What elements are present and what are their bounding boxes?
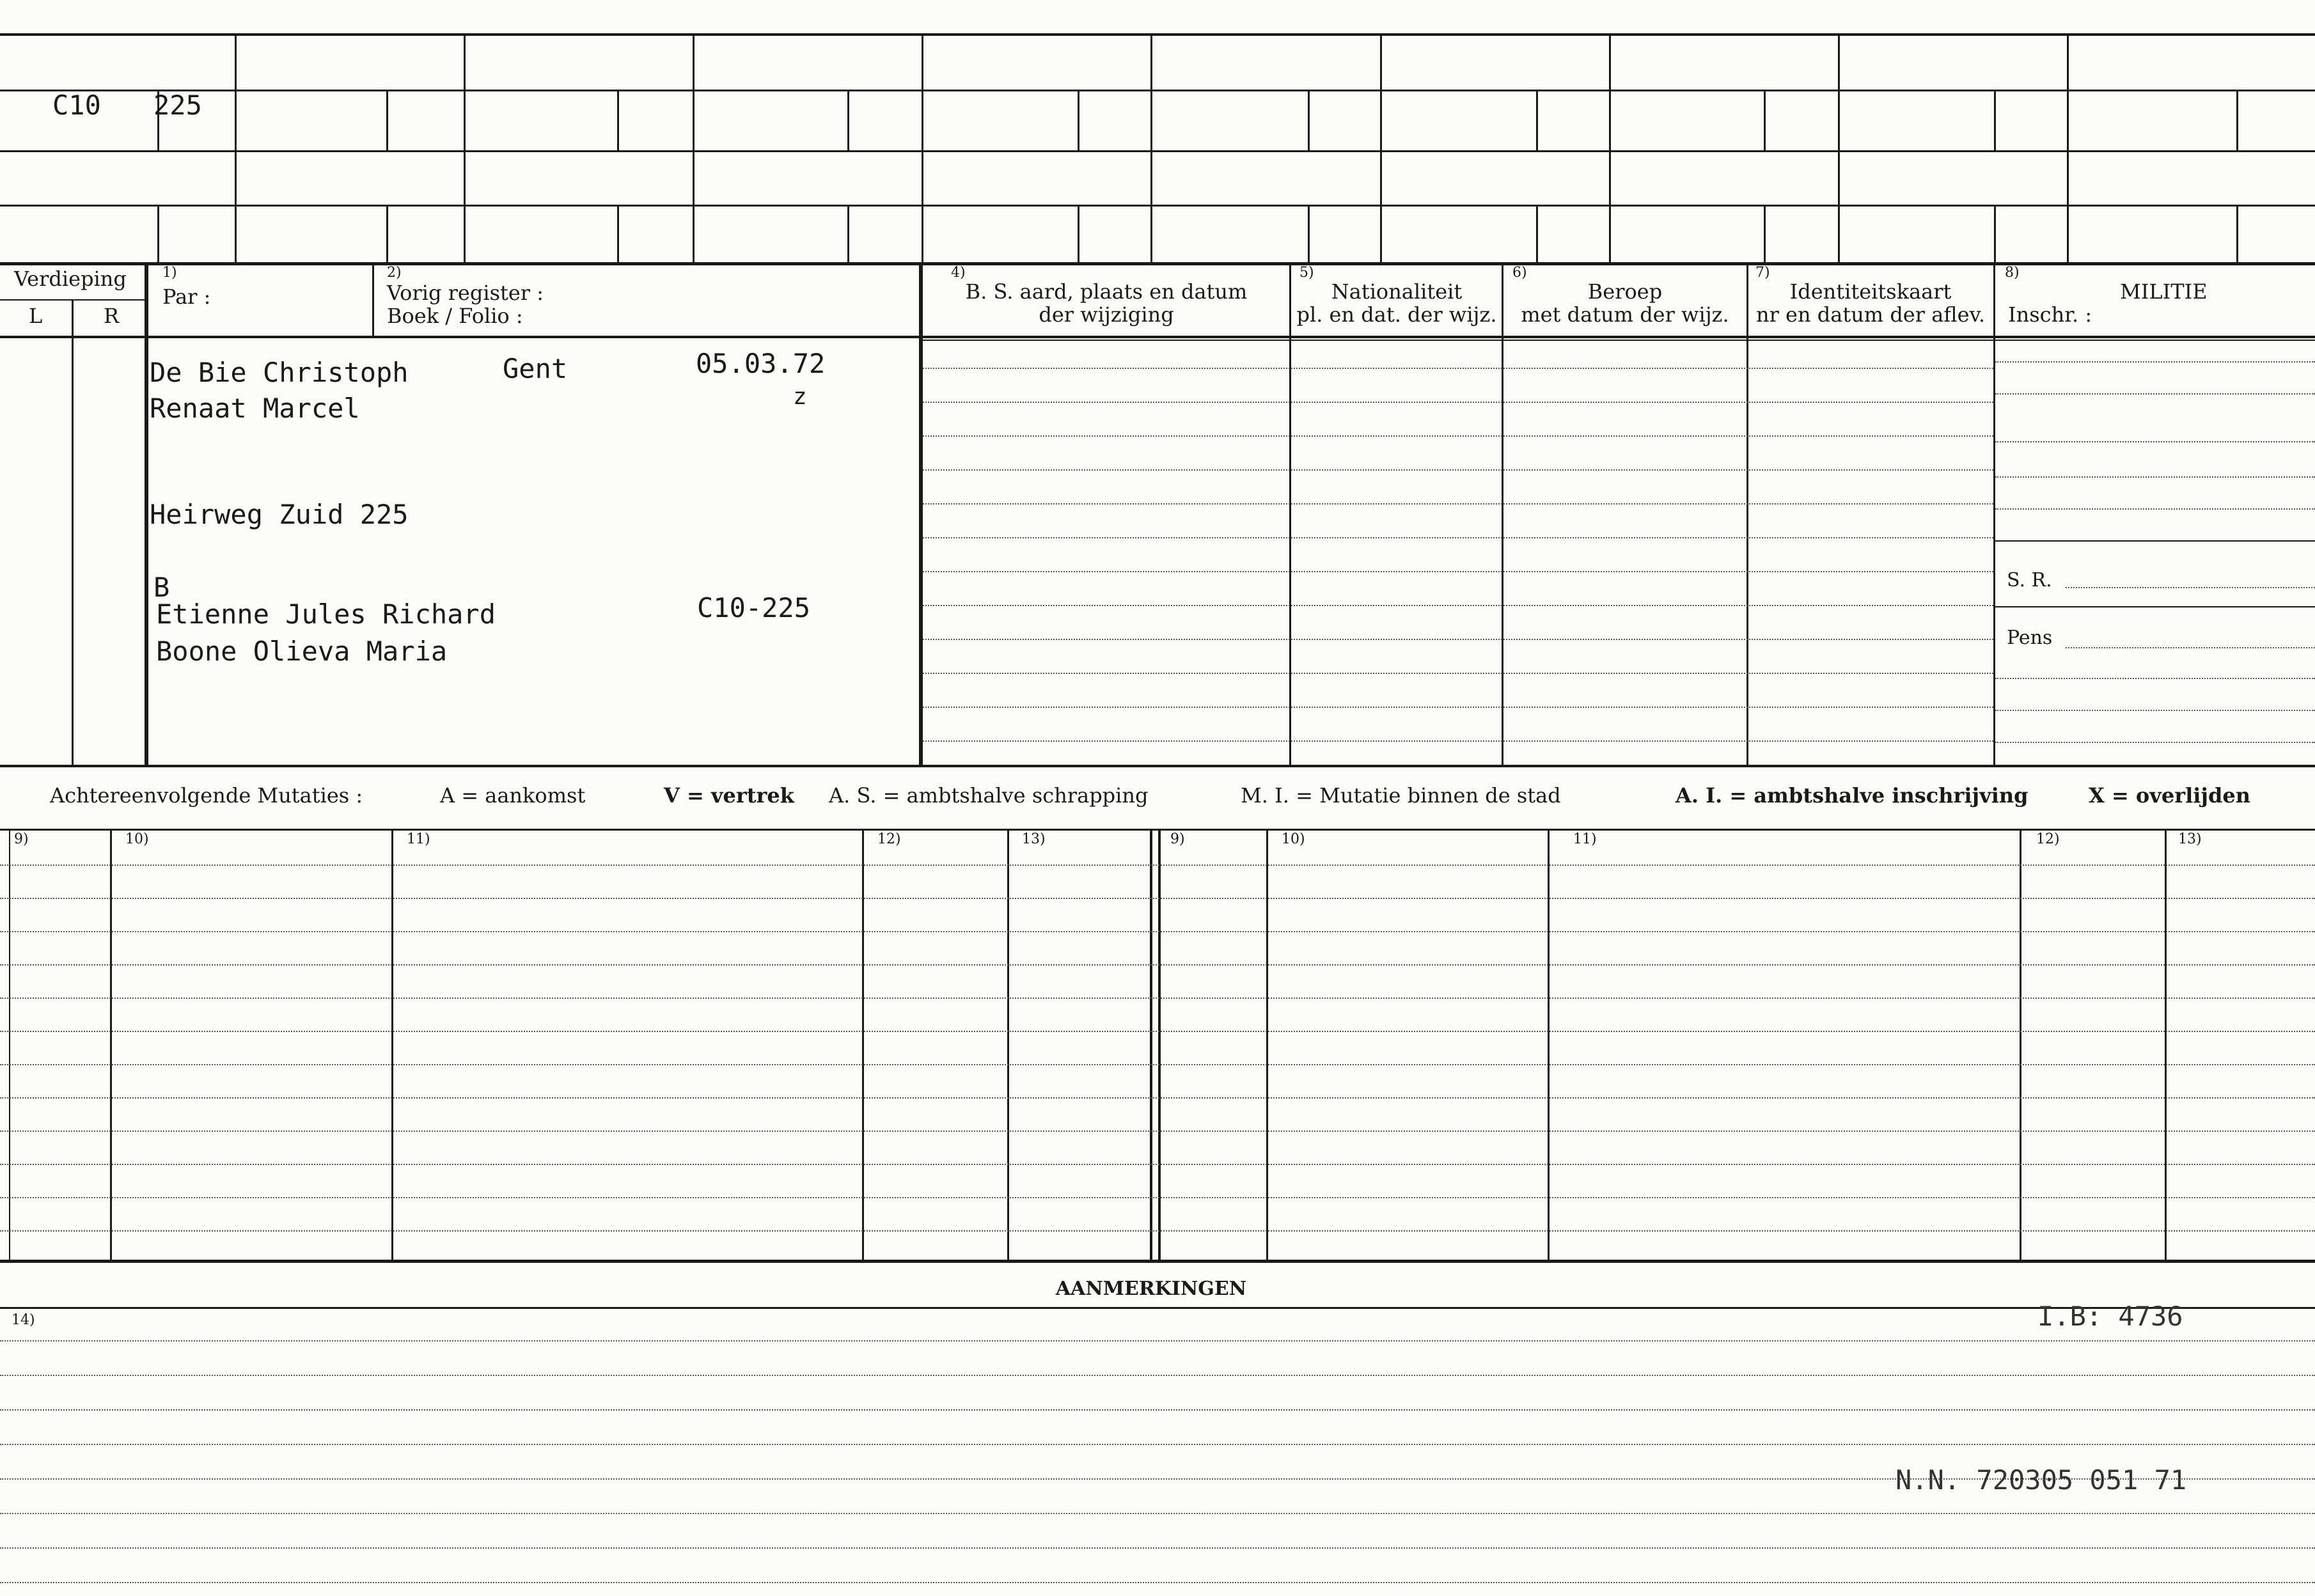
mut-col-12a: 12) [877,831,901,847]
note-8: 8) [2005,265,2020,281]
vorig-register-label: Vorig register : [387,281,544,305]
beroep-header-1: Beroep [1587,279,1663,304]
pens-label: Pens [2007,627,2053,649]
identiteitskaart-header-1: Identiteitskaart [1789,279,1952,304]
note-14: 14) [12,1312,35,1328]
marker-z: z [793,384,807,410]
nationaliteit-header-1: Nationaliteit [1331,279,1463,304]
nn-number: N.N. 720305 051 71 [1895,1464,2187,1496]
mut-col-11a: 11) [407,831,430,847]
ib-number: I.B: 4736 [2037,1301,2183,1332]
col-l-label: L [29,304,43,328]
address: Heirweg Zuid 225 [150,499,409,530]
top-code-prefix: C10 [52,90,101,121]
father-name: Etienne Jules Richard [156,598,496,630]
legend-ai: A. I. = ambtshalve inschrijving [1675,783,2029,808]
legend-v: V = vertrek [664,783,794,808]
note-7: 7) [1755,265,1770,281]
mut-col-9b: 9) [1170,831,1185,847]
legend-x: X = overlijden [2089,783,2250,808]
inschr-label: Inschr. : [2008,302,2092,327]
top-code-number: 225 [153,90,202,121]
beroep-header-2: met datum der wijz. [1521,302,1729,327]
aanmerkingen-title: AANMERKINGEN [1055,1278,1247,1300]
mut-col-13a: 13) [1022,831,1046,847]
mut-col-12b: 12) [2036,831,2060,847]
birth-date: 05.03.72 [696,348,826,379]
legend-mi: M. I. = Mutatie binnen de stad [1241,783,1561,808]
person-name-line2: Renaat Marcel [150,393,360,424]
boek-folio-label: Boek / Folio : [387,304,523,328]
bs-header-2: der wijziging [1039,302,1174,327]
mut-col-9a: 9) [14,831,29,847]
nationaliteit-header-2: pl. en dat. der wijz. [1296,302,1497,327]
register-ref: C10-225 [697,592,811,623]
mut-col-13b: 13) [2178,831,2202,847]
person-name-line1: De Bie Christoph [150,357,409,388]
par-label: Par : [162,285,211,309]
marker-b: B [153,572,170,603]
note-5: 5) [1299,265,1314,281]
note-2: 2) [387,265,402,281]
mut-col-10a: 10) [125,831,149,847]
sr-label: S. R. [2007,569,2052,591]
note-4: 4) [951,265,966,281]
militie-header: MILITIE [2120,279,2208,304]
legend-as: A. S. = ambtshalve schrapping [829,783,1149,808]
mut-col-10b: 10) [1282,831,1305,847]
mutaties-title: Achtereenvolgende Mutaties : [50,783,363,808]
identiteitskaart-header-2: nr en datum der aflev. [1755,302,1986,327]
verdieping-label: Verdieping [14,267,127,291]
note-1: 1) [162,265,177,281]
note-6: 6) [1512,265,1527,281]
mother-name: Boone Olieva Maria [156,636,448,667]
bs-header-1: B. S. aard, plaats en datum [965,279,1248,304]
col-r-label: R [104,304,120,328]
mut-col-11b: 11) [1573,831,1597,847]
legend-a: A = aankomst [440,783,586,808]
birth-place: Gent [503,353,568,384]
